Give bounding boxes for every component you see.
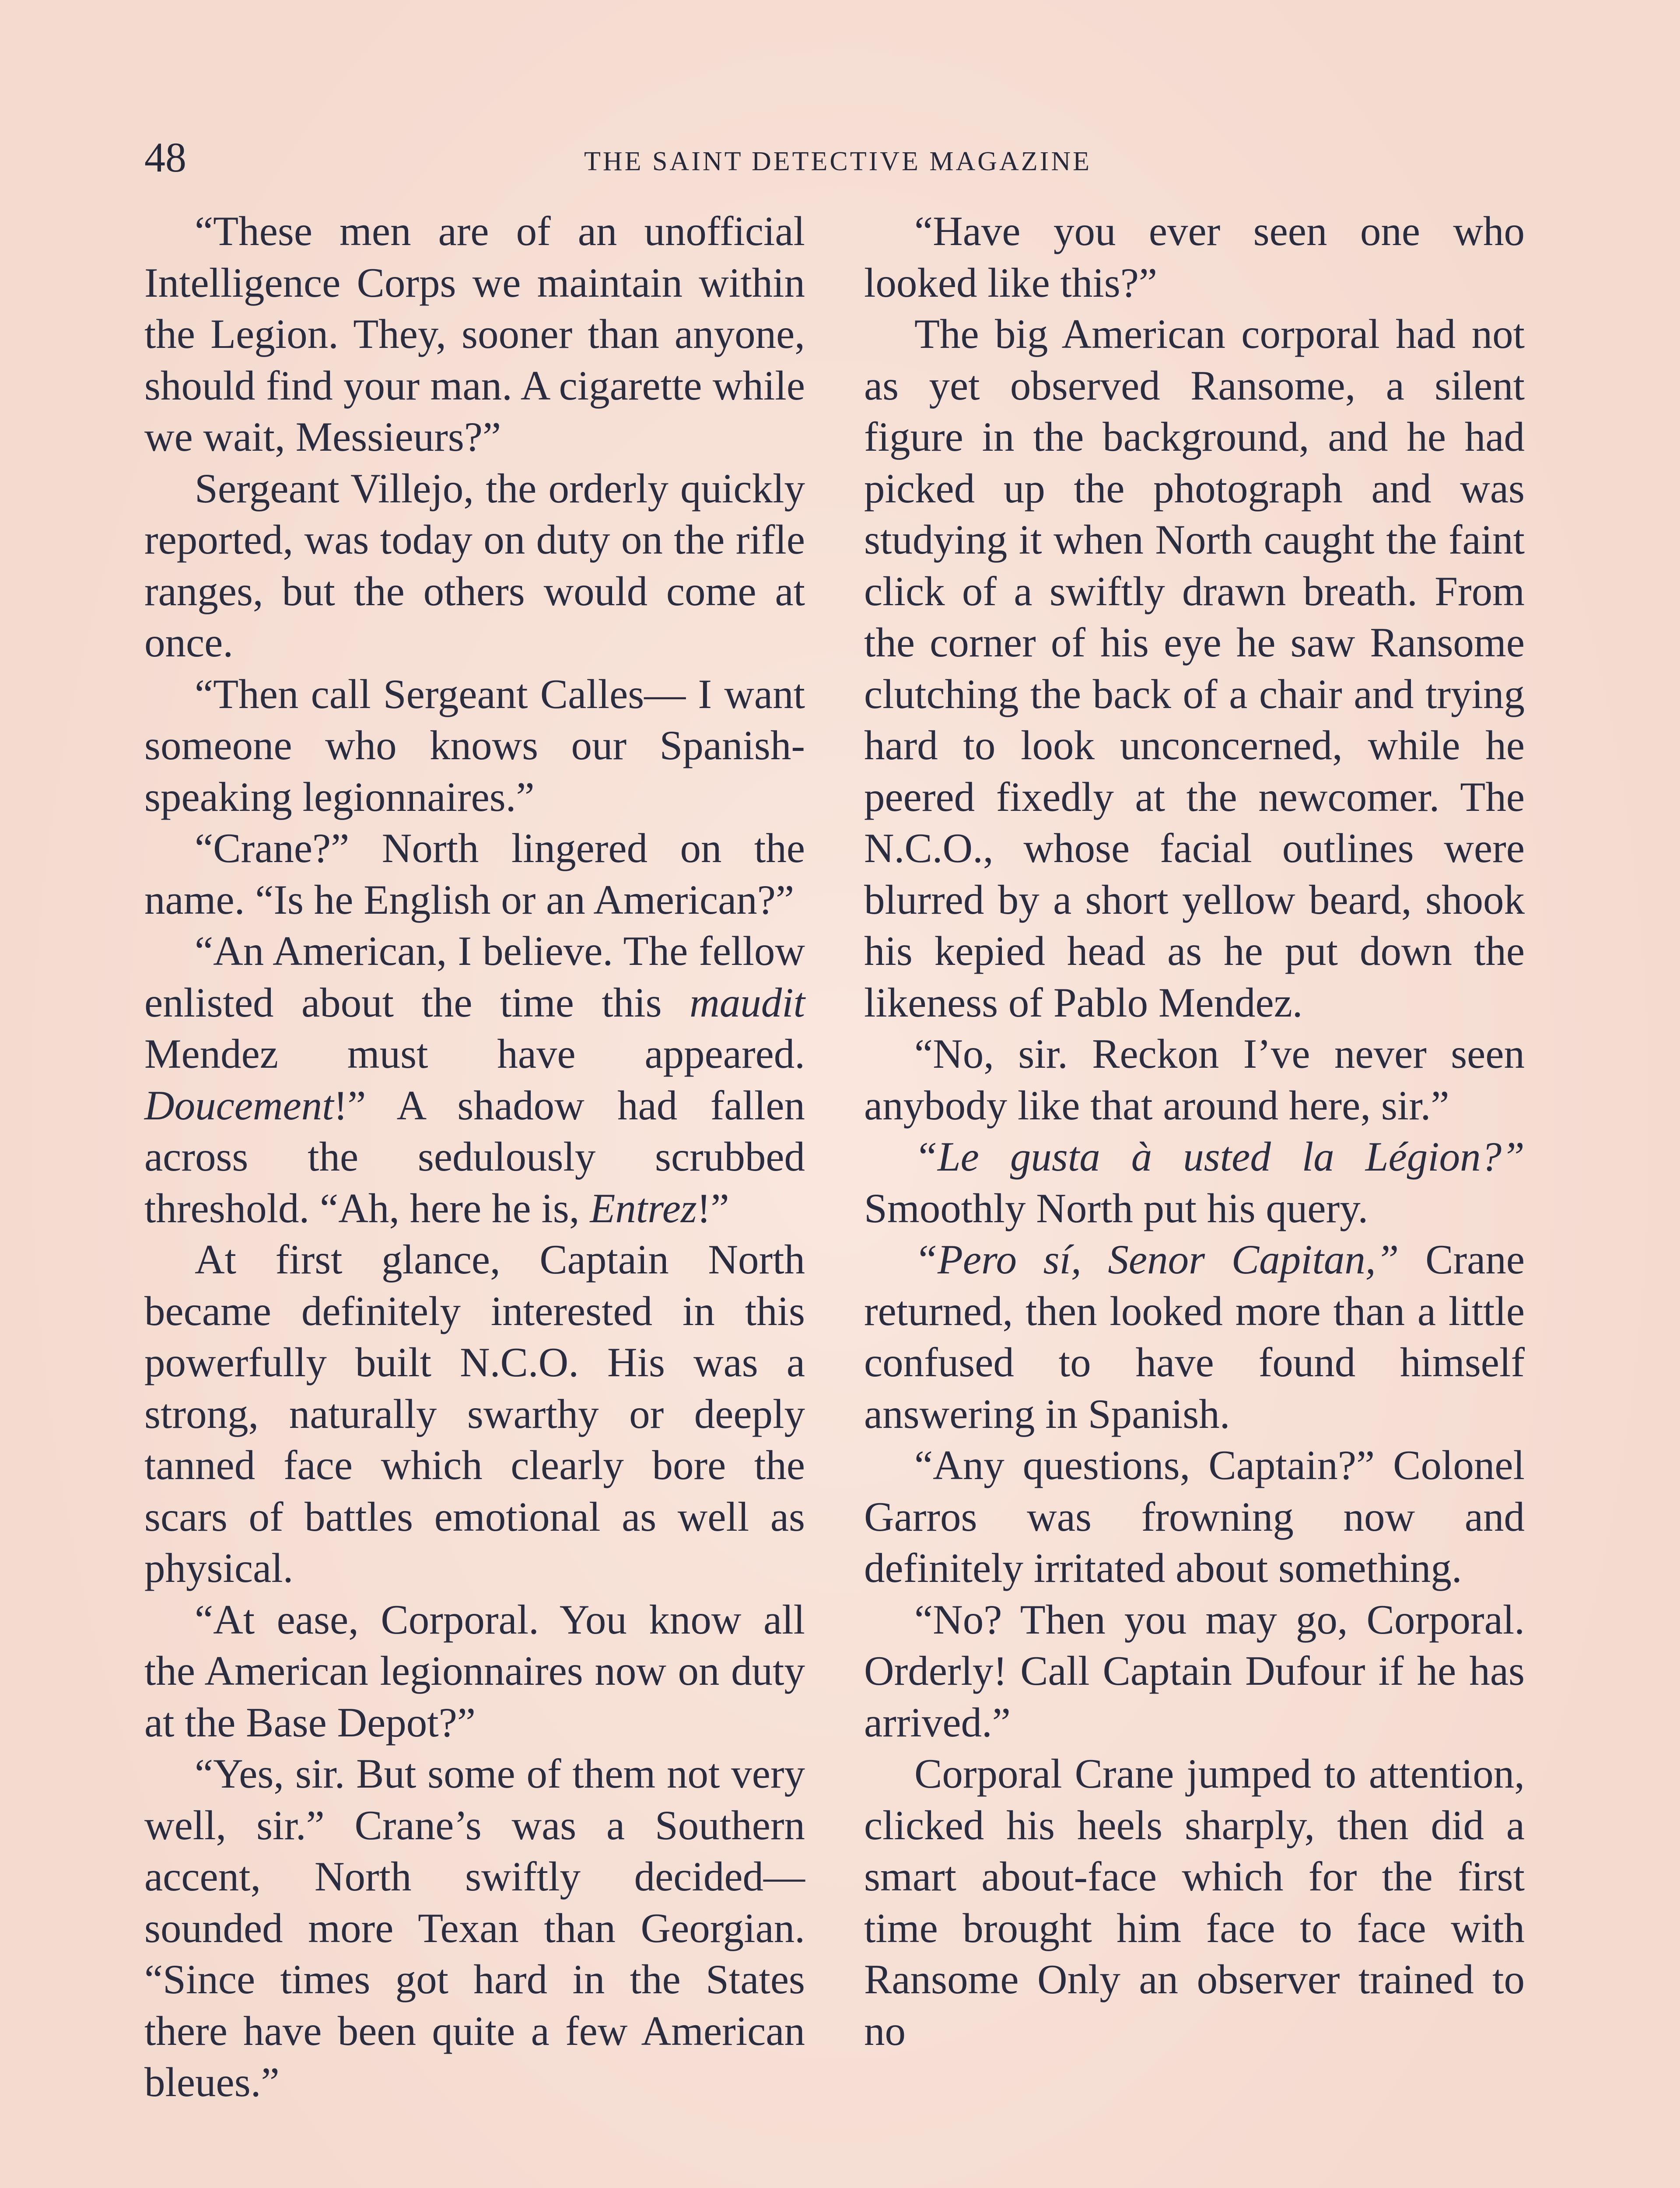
text-run: “At ease, Corporal. You know all the American legionnaires now on duty at the Base Depot?” — [144, 1596, 805, 1746]
italic-text-run: “Le gusta à usted la Légion?” — [914, 1133, 1525, 1180]
text-run: “No? Then you may go, Corporal. Orderly! Call Captain Dufour if he has arrived.” — [864, 1596, 1525, 1746]
paragraph — [864, 1594, 1525, 1749]
italic-text-run: Doucement — [144, 1082, 334, 1129]
paragraph — [144, 926, 805, 1234]
text-run: At first glance, Captain North became definitely interested in this powerfully built N.C.O. His was a strong, naturally swarthy or deeply tanned face which clearly bore the scars of battles emotional as well as physical. — [144, 1236, 805, 1591]
text-run: “An American, I believe. The fellow enlisted about the time this — [144, 928, 805, 1026]
text-run: Sergeant Villejo, the orderly quickly reported, was today on duty on the rifle ranges, but the others would come at once. — [144, 465, 805, 666]
text-run: “No, sir. Reckon I’ve never seen anybody like that around here, sir.” — [864, 1031, 1525, 1129]
text-run: Mendez must have appeared. — [144, 1031, 805, 1077]
paragraph — [864, 1234, 1525, 1440]
text-run: Corporal Crane jumped to attention, clicked his heels sharply, then did a smart about-face which for the first time brought him face to face with Ransome Only an observer trained to no — [864, 1750, 1525, 2054]
text-run: Crane returned, then looked more than a little confused to have found himself answering in Spanish. — [864, 1236, 1525, 1437]
text-run: The big American corporal had not as yet observed Ransome, a silent figure in the background, and he had picked up the photograph and was studying it when North caught the faint click of a swiftly drawn breath. From the corner of his eye he saw Ransome clutching the back of a chair and trying hard to look unconcerned, while he peered fixedly at the newcomer. The N.C.O., whose facial outlines were blurred by a short yellow beard, shook his kepied head as he put down the likeness of Pablo Mendez. — [864, 311, 1525, 1026]
text-run: !” A shadow had fallen across the sedulously scrubbed threshold. “Ah, here he is, — [144, 1082, 805, 1231]
paragraph — [864, 1131, 1525, 1234]
text-run: Smoothly North put his query. — [864, 1185, 1368, 1231]
paragraph — [144, 1234, 805, 1594]
italic-text-run: “Pero sí, Senor Capitan,” — [914, 1236, 1399, 1283]
paragraph — [144, 206, 805, 463]
page-number: 48 — [144, 134, 186, 181]
italic-text-run: maudit — [690, 979, 805, 1026]
paragraph — [864, 1028, 1525, 1131]
text-run: “Yes, sir. But some of them not very well, sir.” Crane’s was a Southern accent, North swiftly decided—sounded more Texan than Georgian. “Since times got hard in the States there have been quite a few American bleues.” — [144, 1750, 805, 2105]
italic-text-run: Entrez — [590, 1185, 697, 1231]
page-header — [144, 131, 1531, 193]
right-text-column — [864, 206, 1525, 2057]
paragraph — [864, 309, 1525, 1028]
paragraph — [864, 1440, 1525, 1594]
running-head: THE SAINT DETECTIVE MAGAZINE — [584, 147, 1092, 176]
paragraph — [144, 823, 805, 926]
text-run: “These men are of an unofficial Intelligence Corps we maintain within the Legion. They, sooner than anyone, should find your man. A cigarette while we wait, Messieurs?” — [144, 208, 805, 460]
paragraph — [864, 206, 1525, 309]
text-run: “Any questions, Captain?” Colonel Garros was frowning now and definitely irritated about something. — [864, 1442, 1525, 1591]
text-run: “Crane?” North lingered on the name. “Is he English or an American?” — [144, 825, 805, 923]
paragraph — [144, 1594, 805, 1749]
text-run: “Have you ever seen one who looked like this?” — [864, 208, 1525, 306]
paragraph — [144, 669, 805, 823]
left-text-column — [144, 206, 805, 2108]
paragraph — [144, 1748, 805, 2108]
paragraph — [144, 463, 805, 669]
text-run: !” — [696, 1185, 729, 1231]
text-run: “Then call Sergeant Calles— I want someone who knows our Spanish-speaking legionnaires.” — [144, 670, 805, 820]
paragraph — [864, 1748, 1525, 2057]
